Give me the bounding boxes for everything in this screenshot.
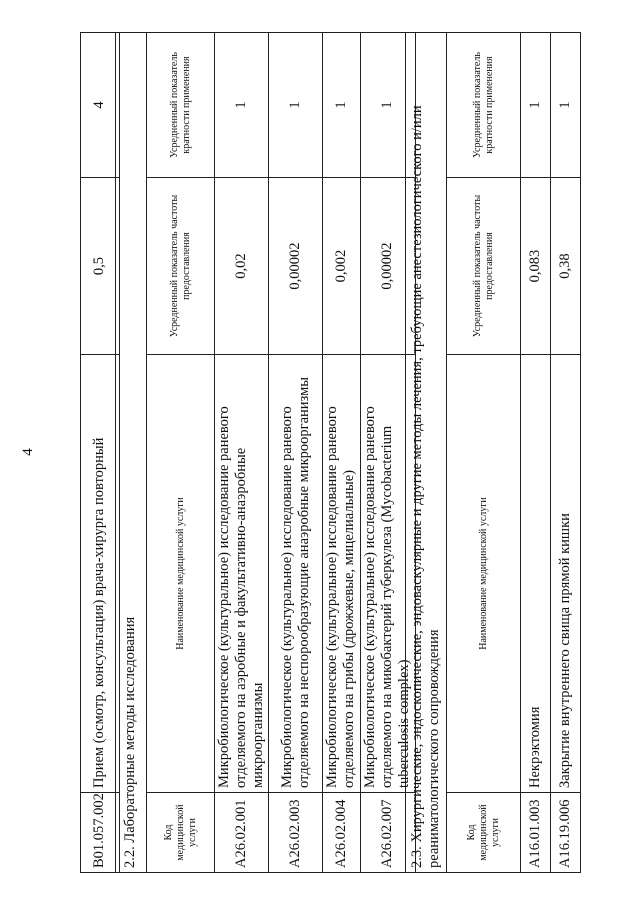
service-name: Микробиологическое (культуральное) исследование раневого отделяемого на микобактерий туберкулеза (Mycobacterium tuberculosis complex)	[360, 355, 415, 793]
header-code: Код медицинской услуги	[147, 793, 215, 873]
service-code: A16.01.003	[521, 793, 551, 873]
multiplicity-value: 1	[360, 32, 415, 177]
service-code: A26.02.001	[215, 793, 269, 873]
page-number: 4	[20, 448, 36, 456]
service-name: Микробиологическое (культуральное) исследование раневого отделяемого на аэробные и факультативно-анаэробные микроорганизмы	[215, 355, 269, 793]
frequency-value: 0,02	[215, 178, 269, 355]
multiplicity-value: 1	[323, 32, 360, 177]
header-frequency: Усредненный показатель частоты предоставления	[147, 178, 215, 355]
table-row	[269, 32, 323, 872]
multiplicity-value: 1	[551, 32, 581, 177]
frequency-value: 0,00002	[360, 178, 415, 355]
multiplicity-value: 1	[269, 32, 323, 177]
table-row	[81, 33, 120, 873]
section-title: 2.2. Лабораторные методы исследования	[116, 32, 147, 872]
service-code: A26.02.003	[269, 793, 323, 873]
service-code: A26.02.007	[360, 793, 415, 873]
section-title-row	[116, 32, 147, 872]
frequency-value: 0,00002	[269, 178, 323, 355]
service-name: Микробиологическое (культуральное) исследование раневого отделяемого на грибы (дрожжевые, мицелиальные)	[323, 355, 360, 793]
multiplicity-value: 1	[215, 32, 269, 177]
service-code: A16.19.006	[551, 793, 581, 873]
multiplicity-value: 4	[81, 33, 120, 178]
header-frequency: Усредненный показатель частоты предоставления	[447, 178, 521, 355]
table-row	[551, 32, 581, 872]
lab-methods-table	[115, 32, 416, 873]
multiplicity-value: 1	[521, 32, 551, 177]
section-title-row	[406, 32, 447, 872]
section-title: 2.3. Хирургические, эндоскопические, эндоваскулярные и другие методы лечения, требующие анестезиологического и/или реаниматологического сопровождения	[406, 32, 447, 872]
header-row	[447, 32, 521, 872]
frequency-value: 0,083	[521, 178, 551, 355]
header-name: Наименование медицинской услуги	[147, 355, 215, 793]
service-name: Прием (осмотр, консультация) врача-хирурга повторный	[81, 355, 120, 793]
frequency-value: 0,38	[551, 178, 581, 355]
table-row	[323, 32, 360, 872]
table-row	[521, 32, 551, 872]
service-name: Микробиологическое (культуральное) исследование раневого отделяемого на неспорообразующие анаэробные микроорганизмы	[269, 355, 323, 793]
frequency-value: 0,002	[323, 178, 360, 355]
service-code: B01.057.002	[81, 793, 120, 873]
service-name: Некрэктомия	[521, 355, 551, 793]
previous-row-table	[80, 32, 120, 873]
header-row	[147, 32, 215, 872]
header-multiplicity: Усредненный показатель кратности применения	[447, 32, 521, 177]
header-code: Код медицинской услуги	[447, 793, 521, 873]
service-name: Закрытие внутреннего свища прямой кишки	[551, 355, 581, 793]
frequency-value: 0,5	[81, 178, 120, 355]
service-code: A26.02.004	[323, 793, 360, 873]
header-name: Наименование медицинской услуги	[447, 355, 521, 793]
surgical-methods-table	[405, 32, 581, 873]
table-row	[215, 32, 269, 872]
header-multiplicity: Усредненный показатель кратности применения	[147, 32, 215, 177]
